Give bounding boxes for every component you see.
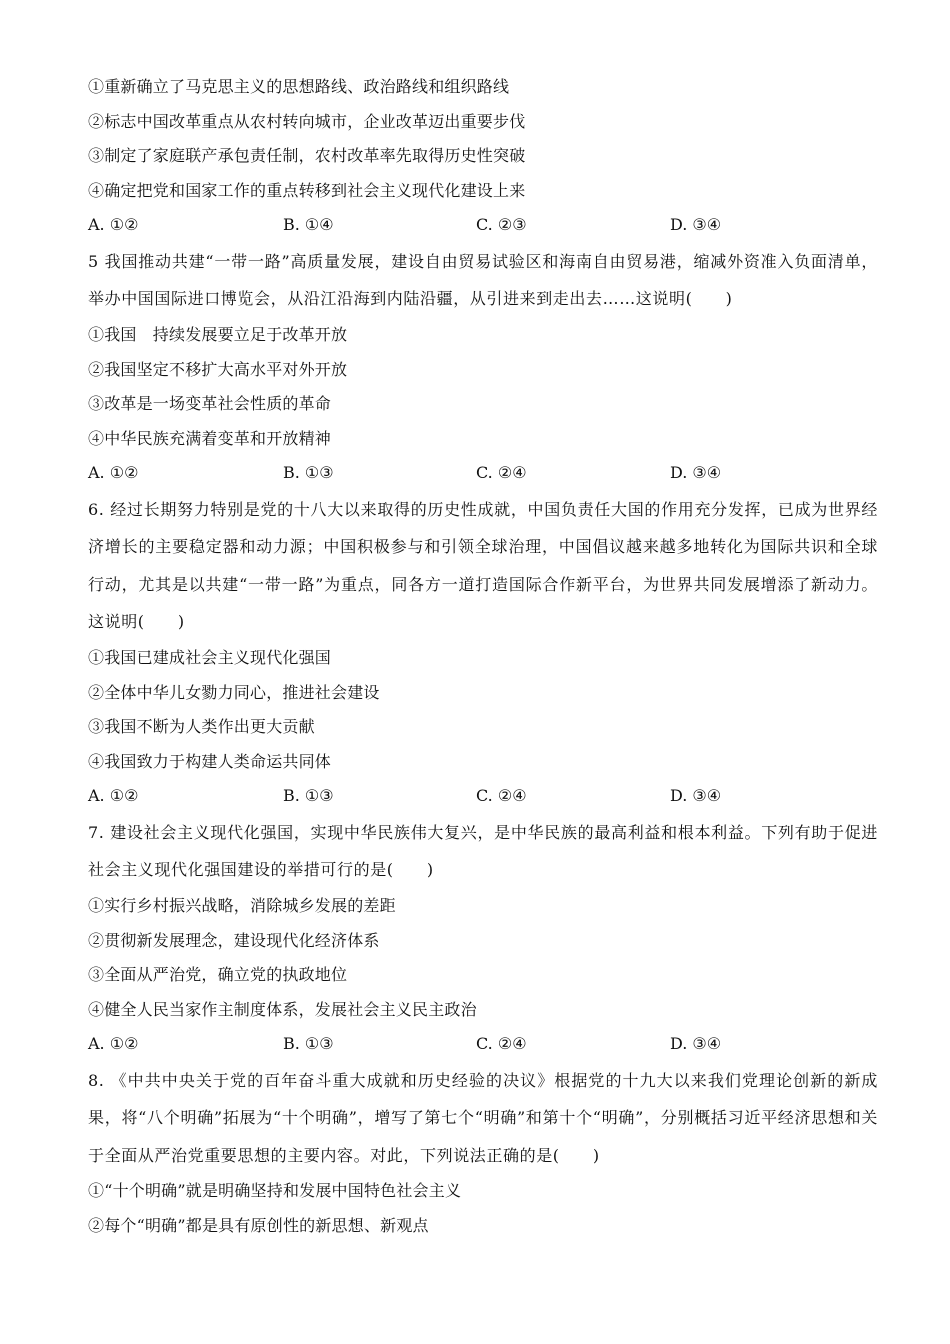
q5-option-c[interactable]: C. ②④	[476, 463, 527, 483]
q6-option-b[interactable]: B. ①③	[283, 786, 334, 806]
q6-stem: 6. 经过长期努力特别是党的十八大以来取得的历史性成就，中国负责任大国的作用充分发挥，已成为世界经济增长的主要稳定器和动力源；中国积极参与和引领全球治理，中国倡议越来越多地转化为国际共识和全球行动，尤其是以共建“一带一路”为重点，同各方一道打造国际合作新平台，为世界共同发展增添了新动力。这说明( )	[88, 499, 878, 632]
q7-option-a[interactable]: A. ①②	[88, 1034, 139, 1054]
q4-options	[88, 208, 878, 243]
q7-option-b[interactable]: B. ①③	[283, 1034, 334, 1054]
q7-option-c[interactable]: C. ②④	[476, 1034, 527, 1054]
q4-option-c[interactable]: C. ②③	[476, 215, 527, 235]
q7-item-3: ③全面从严治党，确立党的执政地位	[88, 965, 348, 985]
q4-option-d[interactable]: D. ③④	[670, 215, 722, 235]
question-7	[88, 814, 878, 1062]
q6-option-d[interactable]: D. ③④	[670, 786, 722, 806]
q6-item-3: ③我国不断为人类作出更大贡献	[88, 717, 315, 737]
q5-option-b[interactable]: B. ①③	[283, 463, 334, 483]
q5-stem: 5 我国推动共建“一带一路”高质量发展，建设自由贸易试验区和海南自由贸易港，缩减外资准入负面清单，举办中国国际进口博览会，从沿江沿海到内陆沿疆，从引进来到走出去……这说明( )	[88, 251, 878, 309]
q5-item-2: ②我国坚定不移扩大高水平对外开放	[88, 359, 348, 379]
q5-option-a[interactable]: A. ①②	[88, 463, 139, 483]
q6-option-c[interactable]: C. ②④	[476, 786, 527, 806]
exam-page	[88, 70, 878, 1244]
q5-options	[88, 456, 878, 491]
q6-option-a[interactable]: A. ①②	[88, 786, 139, 806]
q5-item-1: ①我国 持续发展要立足于改革开放	[88, 324, 348, 344]
q4-option-b[interactable]: B. ①④	[283, 215, 334, 235]
q4-item-1: ①重新确立了马克思主义的思想路线、政治路线和组织路线	[88, 77, 510, 96]
q4-item-3: ③制定了家庭联产承包责任制，农村改革率先取得历史性突破	[88, 146, 526, 166]
q5-item-3: ③改革是一场变革社会性质的革命	[88, 394, 332, 414]
question-8	[88, 1062, 878, 1244]
q7-item-4: ④健全人民当家作主制度体系，发展社会主义民主政治	[88, 999, 477, 1019]
q5-option-d[interactable]: D. ③④	[670, 463, 722, 483]
q8-item-1: ①“十个明确”就是明确坚持和发展中国特色社会主义	[88, 1181, 462, 1201]
q7-item-1: ①实行乡村振兴战略，消除城乡发展的差距	[88, 895, 396, 915]
q7-option-d[interactable]: D. ③④	[670, 1034, 722, 1054]
question-5	[88, 243, 878, 491]
q7-stem: 7. 建设社会主义现代化强国，实现中华民族伟大复兴，是中华民族的最高利益和根本利益。下列有助于促进社会主义现代化强国建设的举措可行的是( )	[88, 822, 878, 880]
q4-item-2: ②标志中国改革重点从农村转向城市，企业改革迈出重要步伐	[88, 111, 526, 131]
q8-item-2: ②每个“明确”都是具有原创性的新思想、新观点	[88, 1215, 429, 1235]
q6-options	[88, 779, 878, 814]
q4-option-a[interactable]: A. ①②	[88, 215, 139, 235]
question-6	[88, 491, 878, 814]
q8-stem: 8. 《中共中央关于党的百年奋斗重大成就和历史经验的决议》根据党的十九大以来我们党理论创新的新成果，将“八个明确”拓展为“十个明确”，增写了第七个“明确”和第十个“明确”，分别概括习近平经济思想和关于全面从严治党重要思想的主要内容。对此，下列说法正确的是( )	[88, 1070, 878, 1165]
q7-item-2: ②贯彻新发展理念，建设现代化经济体系	[88, 930, 380, 950]
q4-item-4: ④确定把党和国家工作的重点转移到社会主义现代化建设上来	[88, 180, 526, 200]
q7-options	[88, 1027, 878, 1062]
q6-item-1: ①我国已建成社会主义现代化强国	[88, 647, 332, 667]
q5-item-4: ④中华民族充满着变革和开放精神	[88, 428, 332, 448]
q6-item-2: ②全体中华儿女勠力同心，推进社会建设	[88, 682, 380, 702]
q6-item-4: ④我国致力于构建人类命运共同体	[88, 751, 332, 771]
question-4-tail	[88, 70, 878, 243]
